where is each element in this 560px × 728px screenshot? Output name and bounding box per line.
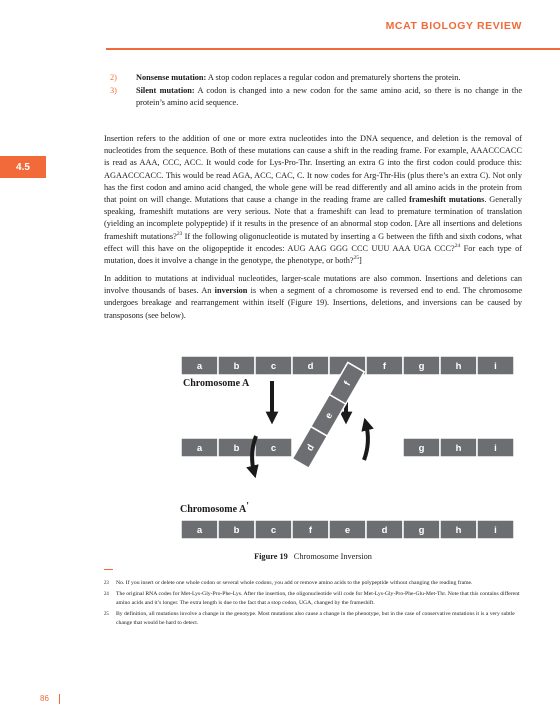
footnote-number: 24 [104,592,109,597]
segment-i [477,438,514,457]
svg-text:i: i [494,361,497,372]
text-run: . Generally speaking, frameshift mutations are very serious. Note that a frameshift can lead to premature termination of translation (yielding an incomplete polypeptide) if it results in the presence of an abnormal stop codon. [Are all insertions and deletions frameshift mutations? [104,195,523,241]
footnotes [104,579,522,630]
segment-a [181,520,218,539]
term: Silent mutation: [136,86,195,96]
svg-text:a: a [196,443,203,454]
middle-row-right [403,438,514,457]
definition: A stop codon replaces a regular codon and prematurely shortens the protein. [207,73,461,82]
svg-text:b: b [233,525,240,536]
svg-text:g: g [418,443,425,454]
segment-h [440,438,477,457]
key-term: frameshift mutations [409,195,485,205]
term: Nonsense mutation: [136,73,207,82]
page-number-bar [59,694,60,704]
middle-row-left [181,438,292,457]
segment-d [366,520,403,539]
caption-text: Chromosome Inversion [293,552,372,561]
chromosome-a-label: Chromosome A [183,378,250,389]
footnote [104,579,522,588]
text-run: Insertion refers to the addition of one or more extra nucleotides into the DNA sequence, and deletion is the removal of nucleotides from the sequence. Both of these mutations can cause a shift in the reading frame. For example, AAACCCACC is read as AAA, CCC, ACC. It would code for Lys-Pro-Thr. Inserting an extra G into the first codon could produce this: AGAACCCACC. This would be read AGA, ACC, CAC, C. It now codes for Arg-Thr-His (plus there’s an extra C). Not only has the first codon and amino acid changed, the whole gene will be read differently and all amino acids in the protein from that point on will change. Mutations that cause a change in the reading frame are called [104,134,522,205]
svg-text:h: h [455,361,462,372]
caption-label: Figure 19 [254,552,288,561]
footnote-number: 23 [104,581,109,586]
svg-text:f: f [342,379,354,388]
definition: A codon is changed into a new codon for the same amino acid, so there is no change in the protein’s amino acid sequence. [136,86,522,108]
segment-a [181,438,218,457]
svg-text:d: d [304,442,317,454]
segment-b [218,438,255,457]
segment-b [218,520,255,539]
inverted-segment [292,362,364,468]
footnote-rule [104,569,113,570]
footnote-text: The original RNA codes for Met-Lys-Gly-Pro-Phe-Lys. After the insertion, the oligonucleotide will code for Met-Lys-Gly-Pro-Phe-Glu-Met-Thr. Note that this contains different amino acids and it’s longer. The extra length is due to the fact that a stop codon, UGA, changed by the frameshift. [116,591,520,606]
svg-text:b: b [233,443,240,454]
segment-f [366,356,403,375]
segment-g [403,356,440,375]
text-run: is when a segment of a chromosome is reversed end to end. The chromosome undergoes breakage and rearrangement within itself (Figure 19). Insertions, deletions, and inversions can be caused by transposons (see below). [104,286,522,320]
svg-text:g: g [418,525,425,536]
footnote-number: 25 [104,612,109,617]
text-run: In addition to mutations at individual nucleotides, larger-scale mutations are also common. Insertions and deletions can involve thousands of bases. An [104,274,522,296]
segment-f [292,520,329,539]
footnote [104,590,522,608]
svg-text:a: a [196,361,203,372]
segment-g [403,438,440,457]
segment-i [477,520,514,539]
svg-text:h: h [455,443,462,454]
svg-text:a: a [196,525,203,536]
segment-b [218,356,255,375]
figure-caption [104,552,522,561]
footnote-ref[interactable]: 24 [454,243,461,250]
svg-text:d: d [307,361,314,372]
svg-text:f: f [308,525,313,536]
segment-d [292,356,329,375]
text-run: If the following oligonucleotide is mutated by inserting a G between the fifth and sixth codons, what effect will this have on the oligopeptide it encodes: AUG AAG GGG CCC UUU AAA UGA CCC? [104,231,523,253]
footnote-ref[interactable]: 23 [176,230,183,237]
text-run: ] [359,256,362,266]
svg-text:i: i [494,525,497,536]
svg-text:g: g [418,361,425,372]
svg-text:f: f [382,361,387,372]
footnote-text: By definition, all mutations involve a change in the genotype. Most mutations also cause a change in the phenotype, but in the case of conservative mutations it is a very subtle change that would be hard to detect. [116,611,515,626]
rotation-arrow-right [364,424,368,460]
svg-text:h: h [455,525,462,536]
chromosome-a-prime-row [181,520,514,539]
footnote-text: No. If you insert or delete one whole codon or several whole codons, you add or remove amino acids to the polypeptide without changing the reading frame. [116,580,473,586]
key-term: inversion [214,286,248,296]
list-number: 2) [110,73,117,82]
segment-c [255,520,292,539]
footnote [104,610,522,628]
segment-c [255,438,292,457]
segment-a [181,356,218,375]
svg-text:c: c [270,525,277,536]
svg-text:i: i [494,443,497,454]
footnote-ref[interactable]: 25 [353,255,360,262]
list-number: 3) [110,86,117,96]
page-number: 86 [40,694,49,703]
segment-h [440,520,477,539]
svg-text:c: c [270,443,277,454]
svg-text:c: c [270,361,277,372]
svg-text:e: e [323,410,336,421]
segment-g [403,520,440,539]
running-header: MCAT BIOLOGY REVIEW [385,20,522,32]
segment-h [440,356,477,375]
svg-text:d: d [381,525,388,536]
segment-c [255,356,292,375]
section-tab: 4.5 [0,156,46,178]
segment-i [477,356,514,375]
segment-e [329,520,366,539]
svg-text:b: b [233,361,240,372]
chromosome-a-prime-label: Chromosome A' [180,501,249,515]
text-run: For each type of mutation, does it involve a change in the genotype, the phenotype, or both? [104,243,522,266]
svg-text:e: e [344,525,351,536]
